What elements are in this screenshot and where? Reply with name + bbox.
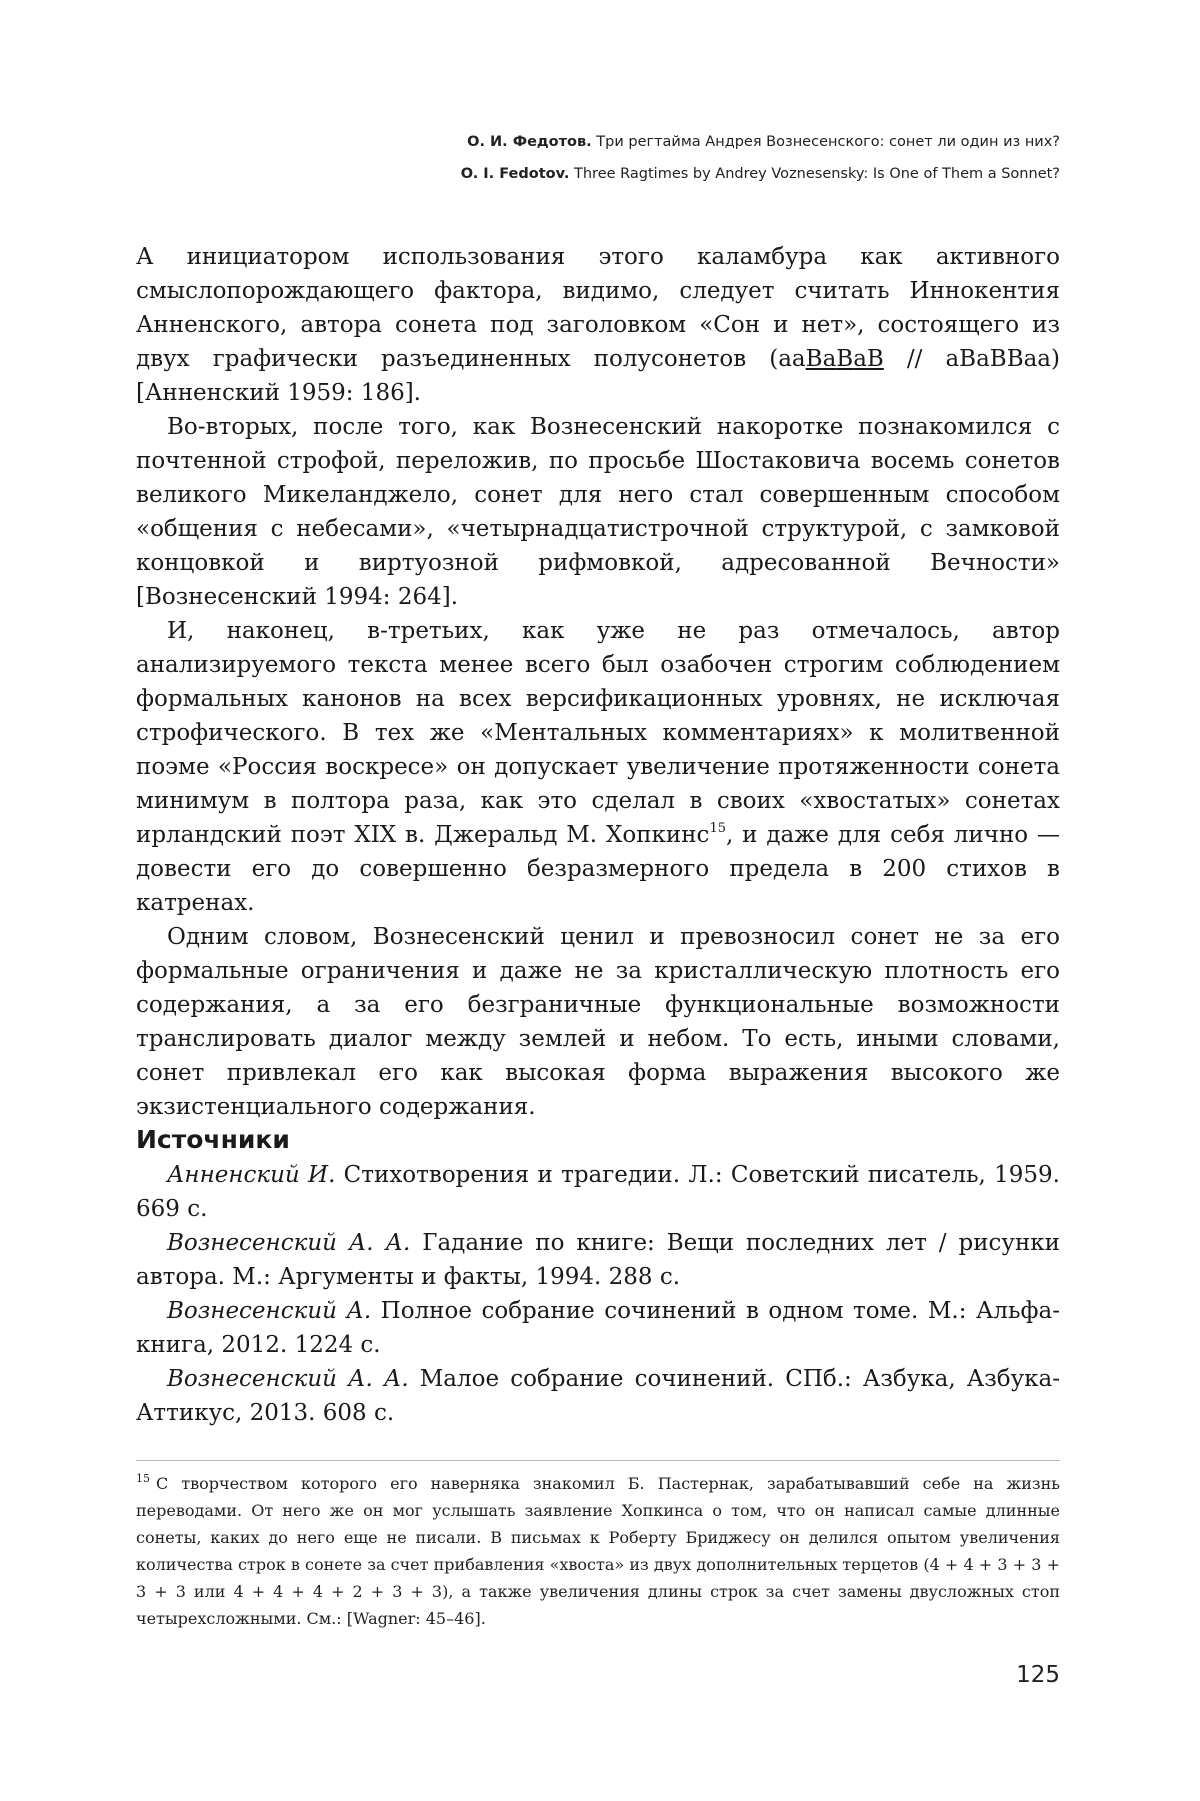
paragraph-1-tail: // аВаВВаа) [Анненский 1959: 186]. <box>136 346 1060 406</box>
footnote-text: С творчеством которого его наверняка знакомил Б. Пастернак, зарабатывавший себе на жизнь переводами. От него же он мог услышать заявление Хопкинса о том, что он написал самые длинные сонеты, каких до него еще не писали. В письмах к Роберту Бриджесу он делился опытом увеличения количества строк в сонете за счет прибавления «хвоста» из двух дополнительных терцетов (4 + 4 + 3 + 3 + 3 + 3 или 4 + 4 + 4 + 2 + 3 + 3), а также увеличения длины строк за счет замены двусложных стоп четырехсложными. См.: [Wagner: 45–46]. <box>136 1474 1060 1628</box>
sources-heading: Источники <box>136 1125 290 1154</box>
rhyme-underlined-4: а <box>853 346 867 372</box>
source-text: Гадание по книге: Вещи последних лет / рисунки автора. М.: Аргументы и факты, 1994. 288 с. <box>136 1230 1060 1290</box>
header-ru-line <box>136 126 1060 158</box>
footnote-paragraph <box>136 1470 1060 1632</box>
footnote-ref[interactable]: 15 <box>709 821 726 836</box>
source-item <box>136 1158 1060 1226</box>
rhyme-underlined-3: В <box>836 346 854 372</box>
source-author: Вознесенский А. А. <box>167 1230 411 1256</box>
paragraph-4: Одним словом, Вознесенский ценил и превозносил сонет не за его формальные ограничения и даже не за кристаллическую плотность его содержания, а за его безграничные функциональные возможности транслировать диалог между землей и небом. То есть, иными словами, сонет привлекал его как высокая форма выражения высокого же экзистенциального содержания. <box>136 924 1060 1120</box>
source-item <box>136 1362 1060 1430</box>
header-en-title: Three Ragtimes by Andrey Voznesensky: Is One of Them a Sonnet? <box>574 166 1060 182</box>
paragraph-3-text: И, наконец, в-третьих, как уже не раз отмечалось, автор анализируемого текста менее всего был озабочен строгим соблюдением формальных канонов на всех версификационных уровнях, не исключая строфического. В тех же «Ментальных комментариях» к молитвенной поэме «Россия воскресе» он допускает увеличение протяженности сонета минимум в полтора раза, как это сделал в своих «хвостатых» сонетах ирландский поэт XIX в. Джеральд М. Хопкинс <box>136 618 1060 848</box>
source-author: Вознесенский А. А. <box>167 1366 409 1392</box>
page <box>136 0 1060 1801</box>
header-en-author: O. I. Fedotov. <box>460 166 570 182</box>
footnote <box>136 1470 1060 1632</box>
header-ru-author: О. И. Федотов. <box>467 134 592 150</box>
running-header <box>136 126 1060 190</box>
source-text: Стихотворения и трагедии. Л.: Советский писатель, 1959. 669 с. <box>136 1162 1060 1222</box>
sources-list <box>136 1158 1060 1430</box>
source-item <box>136 1226 1060 1294</box>
source-item <box>136 1294 1060 1362</box>
main-text <box>136 240 1060 1124</box>
source-text: Полное собрание сочинений в одном томе. М.: Альфа-книга, 2012. 1224 с. <box>136 1298 1060 1358</box>
rhyme-underlined-1: В <box>805 346 823 372</box>
source-author: Анненский И. <box>167 1162 336 1188</box>
paragraph-3-tail: , и даже для себя лично — довести его до совершенно безразмерного предела в 200 стихов в катренах. <box>136 822 1060 916</box>
paragraph-1-text: А инициатором использования этого каламбура как активного смыслопорождающего фактора, видимо, следует считать Иннокентия Анненского, автора сонета под заголовком «Сон и нет», состоящего из двух графически разъединенных полусонетов (аа <box>136 244 1060 372</box>
paragraph-3 <box>136 614 1060 920</box>
header-ru-title: Три регтайма Андрея Вознесенского: сонет ли один из них? <box>596 134 1060 150</box>
paragraph-1 <box>136 240 1060 410</box>
rhyme-underlined-2: а <box>822 346 837 372</box>
rhyme-underlined-5: В <box>866 346 884 372</box>
paragraph-2: Во-вторых, после того, как Вознесенский накоротке познакомился с почтенной строфой, переложив, по просьбе Шостаковича восемь сонетов великого Микеланджело, сонет для него стал совершенным способом «общения с небесами», «четырнадцатистрочной структурой, с замковой концовкой и виртуозной рифмовкой, адресованной Вечности» [Вознесенский 1994: 264]. <box>136 414 1060 610</box>
source-author: Вознесенский А. <box>167 1298 372 1324</box>
page-number: 125 <box>1016 1662 1060 1688</box>
footnote-number: 15 <box>136 1472 150 1485</box>
header-en-line <box>136 158 1060 190</box>
footnote-divider <box>136 1460 1060 1461</box>
source-text: Малое собрание сочинений. СПб.: Азбука, Азбука-Аттикус, 2013. 608 с. <box>136 1366 1060 1426</box>
